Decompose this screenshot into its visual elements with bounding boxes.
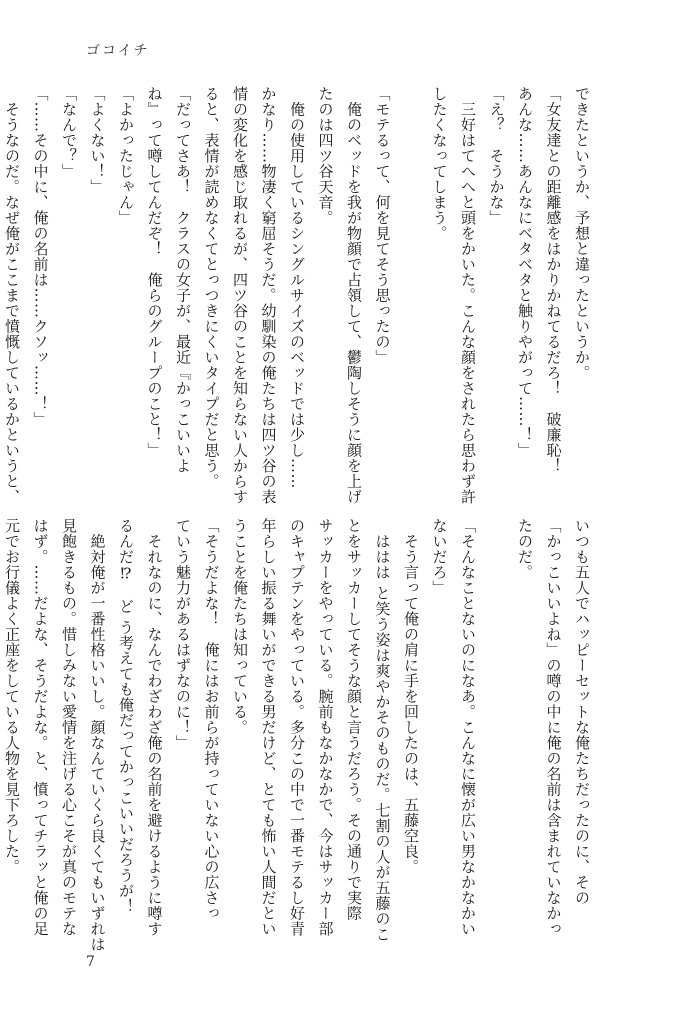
text-line: ていう魅力があるはずなのに！」 [174, 518, 192, 751]
text-line: 元でお行儀よく正座をしている人物を見下ろした。 [3, 518, 21, 875]
text-line: ね』って噂してんだぞ！ 俺らのグループのこと！」 [145, 86, 164, 458]
text-line: そうなのだ。なぜ俺がここまで憤慨しているかというと、 [3, 86, 21, 505]
text-line: 俺のベッドを我が物顔で占領して、鬱陶しそうに顔を上げ [345, 86, 363, 505]
text-line: 情の変化を感じ取れるが、四ツ谷のことを知らない人からす [231, 86, 249, 505]
text-line: したくなってしまう。 [430, 86, 449, 241]
text-line: 「かっこいいよね」の噂の中に俺の名前は含まれていなかっ [544, 518, 563, 937]
text-line: 見飽きるもの。惜しみない愛情を注げる心こそが真のモテな [60, 518, 78, 937]
text-line: ると、表情が読めなくてとっつきにくいタイプだと思う。 [202, 86, 221, 489]
text-line: とをサッカーしてそうな顔と言うだろう。その通りで実際 [345, 518, 363, 921]
text-line: 年らしい振る舞いができる男だけど、とても怖い人間だとい [259, 518, 278, 937]
text-line: ははは と笑う姿は爽やかそのものだ。七割の人が五藤のこ [373, 518, 392, 942]
text-block-bottom [3, 518, 596, 952]
text-line [397, 86, 426, 496]
text-line: 俺の使用しているシングルサイズのベッドでは少し…… [288, 86, 306, 489]
text-line: 「だってさあ！ クラスの女子が、最近『かっこいいよ [174, 86, 192, 474]
text-line: うことを俺たちは知っている。 [231, 518, 249, 735]
text-line: 「え？ そうかな」 [487, 86, 506, 226]
text-line: 「女友達との距離感をはかりかねてるだろ！ 破廉恥！ [544, 86, 563, 474]
text-line: 三好はてへへと頭をかいた。こんな顔をされたら思わず許 [459, 86, 477, 505]
running-header: ゴコイチ [86, 43, 150, 59]
text-line [482, 518, 511, 928]
text-line: 「……その中に、俺の名前は……クソッ……！」 [31, 86, 50, 427]
text-line: できたというか、予想と違ったというか。 [573, 86, 591, 381]
text-line: はず。……だよな、そうだよな。と、憤ってチラッと俺の足 [31, 518, 50, 937]
text-line: いつも五人でハッピーセットな俺たちだったのに、その [573, 518, 591, 906]
text-line: たのだ。 [516, 518, 534, 580]
text-line: 「なんで？」 [60, 86, 78, 179]
text-line: そう言って俺の肩に手を回したのは、五藤空良。 [402, 518, 420, 875]
text-line: それなのに、なんでわざわざ俺の名前を避けるように噂す [145, 518, 164, 937]
text-line: あんな……あんなにベタベタと触りやがって……！」 [516, 86, 534, 458]
text-line: ないだろ」 [430, 518, 449, 596]
text-line: のキャプテンをやっている。多分この中で一番モテるし好青 [288, 518, 306, 937]
text-line: サッカーをやっている。腕前もなかなかで、今はサッカー部 [316, 518, 335, 937]
text-line: 「よかったじゃん」 [117, 86, 135, 226]
text-line: たのは四ツ谷天音。 [316, 86, 335, 226]
text-line: 「モテるって、何を見てそう思ったの」 [373, 86, 392, 365]
text-line: 「そんなことないのになあ。こんなに懐が広い男なかなかい [459, 518, 477, 937]
text-line: るんだ⁉ ど う考えても俺だってかっこいいだろうが！ [117, 518, 135, 914]
text-line: 「そうだよな！ 俺にはお前らが持っていない心の広さっ [202, 518, 221, 921]
text-line: かなり……物凄く窮屈そうだ。幼馴染の俺たちは四ツ谷の表 [259, 86, 278, 505]
text-block-top [3, 86, 596, 505]
text-line: 「よくない！」 [88, 86, 107, 195]
text-line: 絶対俺が一番性格いいし。顔なんていくら良くてもいずれは [88, 518, 107, 952]
page-number: 7 [86, 954, 95, 970]
